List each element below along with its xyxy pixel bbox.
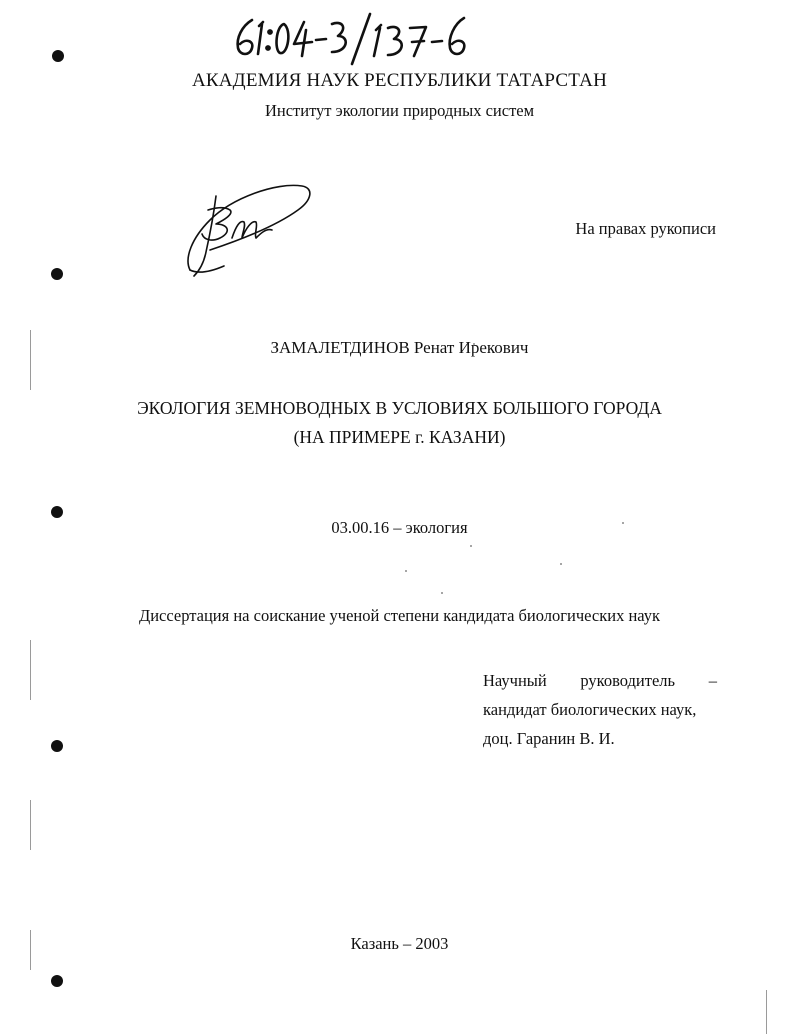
scan-speck <box>405 570 407 572</box>
thesis-title-line1: ЭКОЛОГИЯ ЗЕМНОВОДНЫХ В УСЛОВИЯХ БОЛЬШОГО ГОРОДА <box>137 398 662 418</box>
institute-subheading: Институт экологии природных систем <box>264 101 535 120</box>
city-year: Казань – 2003 <box>350 934 449 953</box>
scan-speck <box>470 545 472 547</box>
archive-code-drawing <box>232 8 482 68</box>
binding-hole <box>51 268 63 280</box>
handwritten-signature <box>180 178 320 288</box>
binding-hole <box>52 50 64 62</box>
advisor-role-word1: Научный <box>483 671 547 690</box>
binding-hole <box>51 506 63 518</box>
advisor-role-line <box>483 666 717 695</box>
archive-code-handwritten <box>232 8 482 68</box>
advisor-degree-line: кандидат биологических наук, <box>483 700 697 719</box>
advisor-block <box>483 666 717 753</box>
signature-drawing <box>180 178 320 288</box>
scan-speck <box>441 592 443 594</box>
binding-hole <box>51 740 63 752</box>
advisor-role-dash: – <box>708 671 717 690</box>
author-name: ЗАМАЛЕТДИНОВ Ренат Ирекович <box>270 338 529 357</box>
advisor-role-word2: руководитель <box>580 671 676 690</box>
scan-margin-line <box>30 800 31 850</box>
scan-margin-line <box>30 640 31 700</box>
thesis-title-line2: (НА ПРИМЕРЕ г. КАЗАНИ) <box>293 427 506 447</box>
advisor-name-line: доц. Гаранин В. И. <box>483 729 615 748</box>
specialty-code: 03.00.16 – экология <box>331 518 468 537</box>
rights-note: На правах рукописи <box>575 219 716 238</box>
scan-margin-line <box>766 990 767 1034</box>
binding-hole <box>51 975 63 987</box>
scan-speck <box>560 563 562 565</box>
academy-heading: АКАДЕМИЯ НАУК РЕСПУБЛИКИ ТАТАРСТАН <box>191 70 608 91</box>
dissertation-note: Диссертация на соискание ученой степени кандидата биологических наук <box>138 606 661 625</box>
